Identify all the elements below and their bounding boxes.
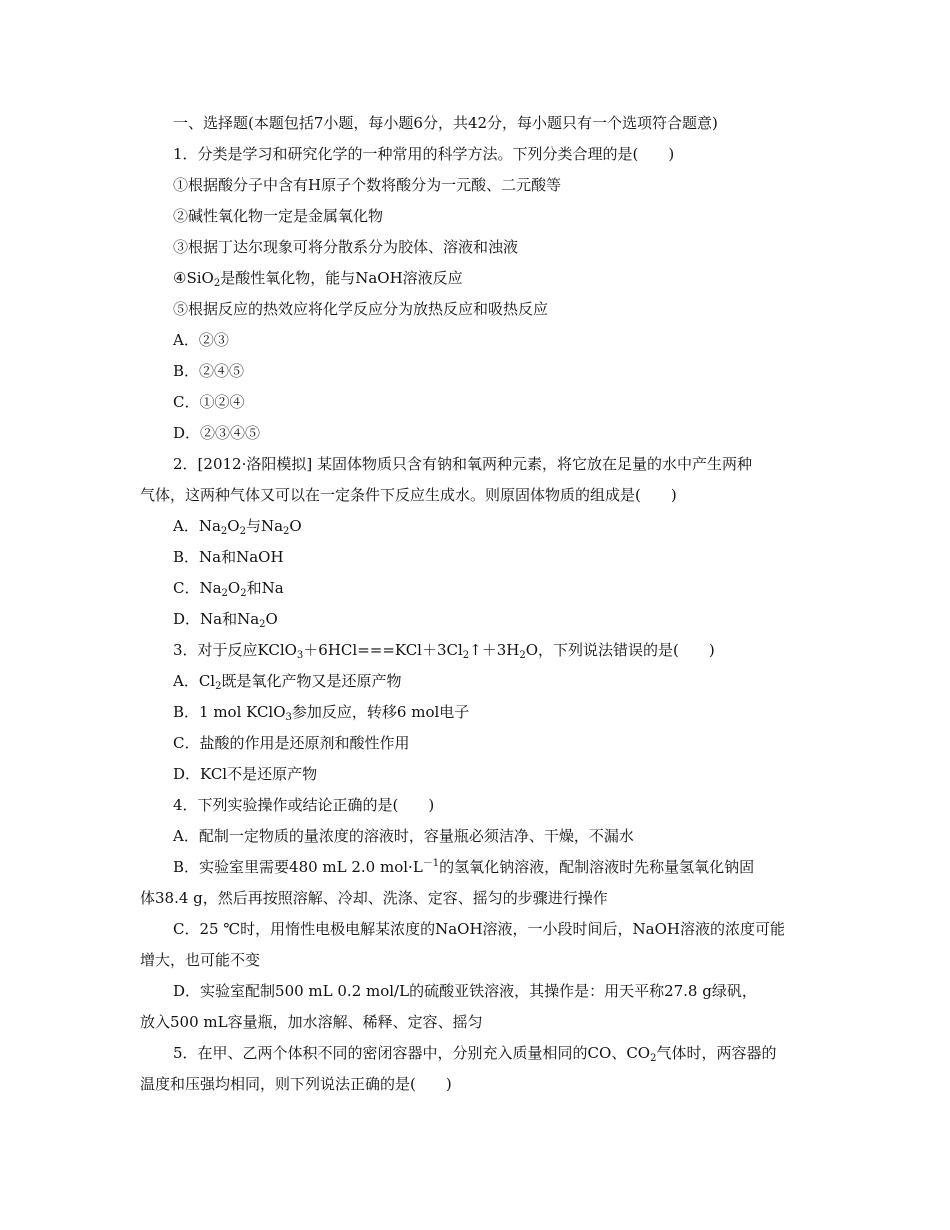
q2-stem-line2: 气体，这两种气体又可以在一定条件下反应生成水。则原固体物质的组成是( ) xyxy=(140,486,677,504)
q3-option-d: D．KCl不是还原产物 xyxy=(173,765,318,783)
q3-option-a: A．$Cl_2$既是氧化产物又是还原产物 xyxy=(173,672,402,692)
q3-option-c: C．盐酸的作用是还原剂和酸性作用 xyxy=(173,734,410,752)
q1-option-c: C．①②④ xyxy=(173,393,245,411)
q1-statement-1: ①根据酸分子中含有H原子个数将酸分为一元酸、二元酸等 xyxy=(173,176,562,194)
q4-stem: 4．下列实验操作或结论正确的是( ) xyxy=(173,796,435,814)
q1-statement-2: ②碱性氧化物一定是金属氧化物 xyxy=(173,207,384,225)
q2-option-a: A．$Na_2O_2$与$Na_2O$ xyxy=(173,517,302,537)
q4-option-d-line2: 放入500 mL容量瓶，加水溶解、稀释、定容、摇匀 xyxy=(140,1013,483,1031)
q1-option-d: D．②③④⑤ xyxy=(173,424,261,442)
q1-option-a: A．②③ xyxy=(173,331,229,349)
q4-option-b-line2: 体38.4 g，然后再按照溶解、冷却、洗涤、定容、摇匀的步骤进行操作 xyxy=(140,889,608,907)
q2-option-d: D．Na和$Na_2O$ xyxy=(173,610,278,630)
q5-stem-line1: 5．在甲、乙两个体积不同的密闭容器中，分别充入质量相同的CO、$CO_2$气体时，两容器的 xyxy=(173,1044,777,1064)
q4-option-d-line1: D．实验室配制500 mL 0.2 mol/L的硫酸亚铁溶液，其操作是：用天平称27.8 g绿矾， xyxy=(173,982,757,1000)
q2-option-c: C．$Na_2O_2$和Na xyxy=(173,579,284,599)
q1-statement-3: ③根据丁达尔现象可将分散系分为胶体、溶液和浊液 xyxy=(173,238,519,256)
q1-option-b: B．②④⑤ xyxy=(173,362,245,380)
section-heading: 一、选择题(本题包括7小题，每小题6分，共42分，每小题只有一个选项符合题意) xyxy=(173,114,718,132)
q3-option-b: B．1 mol KClO$_3$参加反应，转移6 mol电子 xyxy=(173,703,470,723)
q1-statement-5: ⑤根据反应的热效应将化学反应分为放热反应和吸热反应 xyxy=(173,300,549,318)
q2-option-b: B．Na和NaOH xyxy=(173,548,284,566)
q5-stem-line2: 温度和压强均相同，则下列说法正确的是( ) xyxy=(140,1075,452,1093)
q4-option-c-line1: C．25 ℃时，用惰性电极电解某浓度的NaOH溶液，一小段时间后，NaOH溶液的浓度可能 xyxy=(173,920,786,938)
q4-option-c-line2: 增大，也可能不变 xyxy=(140,951,261,969)
q3-stem: 3．对于反应$KClO_3+6HCl===KCl+3Cl_2↑+3H_2O$，下列说法错误的是( ) xyxy=(173,641,715,661)
q2-stem-line1: 2．[2012·洛阳模拟] 某固体物质只含有钠和氧两种元素，将它放在足量的水中产生两种 xyxy=(173,455,752,473)
q4-option-b-line1: B．实验室里需要480 mL 2.0 $mol\cdot L^{-1}$的氢氧化钠溶液，配制溶液时先称量氢氧化钠固 xyxy=(173,858,755,876)
q4-option-a: A．配制一定物质的量浓度的溶液时，容量瓶必须洁净、干燥，不漏水 xyxy=(173,827,634,845)
q1-statement-4: ④SiO$_2$是酸性氧化物，能与NaOH溶液反应 xyxy=(173,269,463,289)
q1-stem: 1．分类是学习和研究化学的一种常用的科学方法。下列分类合理的是( ) xyxy=(173,145,675,163)
